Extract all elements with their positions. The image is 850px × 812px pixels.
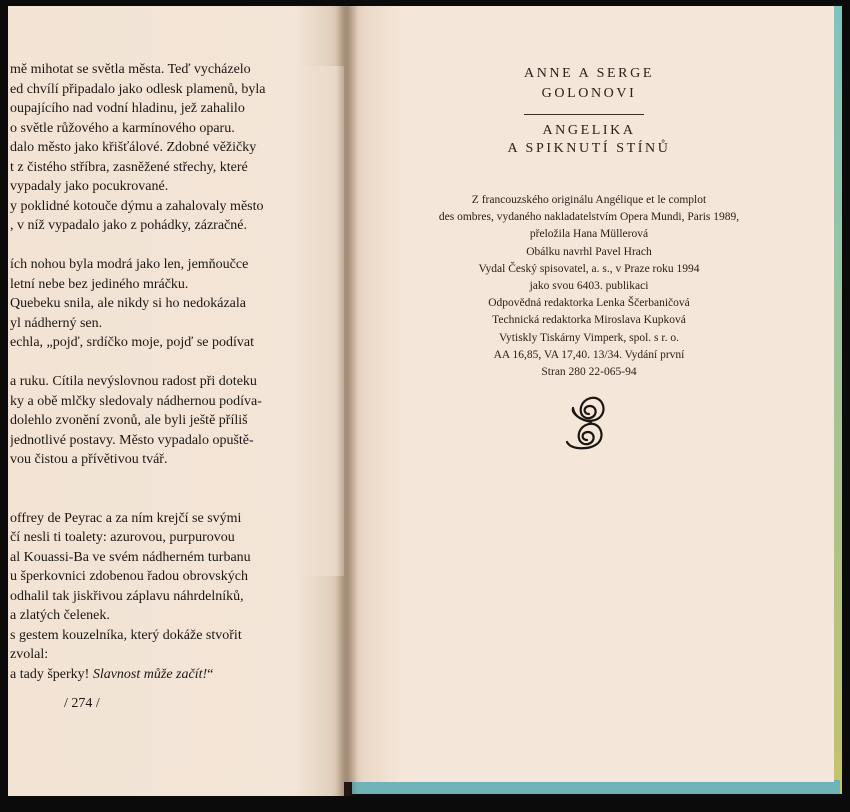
credit-line: Stran 280 22-065-94 — [541, 366, 637, 379]
text-line — [10, 489, 340, 509]
text-line: ky a obě mlčky sledovaly nádhernou podíva- — [10, 393, 262, 409]
text-line: čí nesli ti toalety: azurovou, purpurovou — [10, 530, 235, 545]
left-page-text — [10, 60, 340, 684]
book-gutter — [336, 6, 358, 796]
publisher-spiral-logo-icon — [561, 384, 615, 458]
text-italic: Slavnost může začít! — [92, 666, 208, 682]
credit-line: Odpovědná redaktorka Lenka Ščerbaničová — [488, 297, 690, 310]
book-title — [344, 122, 834, 158]
credit-line: Vytiskly Tiskárny Vimperk, spol. s r. o. — [499, 331, 679, 344]
text-line: yl nádherný sen. — [10, 315, 103, 331]
text-line: vou čistou a přívětivou tvář. — [10, 452, 168, 467]
publication-credits — [344, 192, 834, 381]
text-line: o světle růžového a karmínového oparu. — [10, 120, 235, 136]
text-line: mě mihotat se světla města. Teď vycházelo — [10, 62, 251, 77]
title-line-1: ANGELIKA — [542, 123, 636, 138]
text-line: letní nebe bez jediného mráčku. — [10, 276, 189, 292]
closing-quote: “ — [207, 666, 214, 682]
text-line: dalo město jako křišťálové. Zdobné věžičky — [10, 140, 257, 155]
text-plain: a tady šperky! — [10, 666, 93, 682]
text-line: a ruku. Cítila nevýslovnou radost při doteku — [10, 374, 257, 389]
text-line: al Kouassi-Ba ve svém nádherném turbanu — [10, 549, 251, 565]
text-line: y poklidné kotouče dýmu a zahalovaly město — [10, 198, 264, 214]
right-page — [344, 6, 834, 782]
title-divider — [524, 114, 644, 115]
credit-line: AA 16,85, VA 17,40. 13/34. Vydání první — [493, 348, 685, 361]
book-cover-edge-bottom — [352, 780, 840, 794]
text-line: ích nohou byla modrá jako len, jemňoučce — [10, 257, 249, 272]
text-line: t z čistého stříbra, zasněžené střechy, které — [10, 159, 248, 175]
credit-line: přeložila Hana Müllerová — [529, 228, 649, 241]
text-line: ed chvílí připadalo jako odlesk plamenů, byla — [10, 81, 266, 97]
credit-line: des ombres, vydaného nakladatelstvím Opera Mundi, Paris 1989, — [438, 211, 740, 224]
credit-line: Obálku navrhl Pavel Hrach — [526, 245, 652, 258]
author-line-1: ANNE A SERGE — [524, 66, 654, 81]
text-line: Quebeku snila, ale nikdy si ho nedokázala — [10, 296, 246, 311]
page-number: / 274 / — [64, 696, 100, 711]
text-line: oupajícího nad vodní hladinu, jež zahalilo — [10, 101, 245, 116]
text-line: , v níž vypadalo jako z pohádky, zázračné. — [10, 218, 247, 233]
text-line — [10, 236, 340, 256]
credit-line: jako svou 6403. publikaci — [529, 280, 649, 293]
authors — [344, 64, 834, 104]
text-line-last — [10, 665, 340, 685]
text-line: a zlatých čelenek. — [10, 608, 110, 623]
left-page — [8, 6, 344, 796]
text-line — [10, 353, 340, 373]
text-line: jednotlivé postavy. Město vypadalo opuště- — [10, 432, 254, 448]
credit-line: Vydal Český spisovatel, a. s., v Praze roku 1994 — [478, 262, 700, 275]
text-line: offrey de Peyrac a za ním krejčí se svými — [10, 510, 242, 526]
text-line: s gestem kouzelníka, který dokáže stvořit — [10, 627, 242, 643]
text-line: vypadaly jako pocukrované. — [10, 179, 169, 194]
text-line: u šperkovnici zdobenou řadou obrovských — [10, 569, 248, 584]
credit-line: Z francouzského originálu Angélique et le complot — [471, 194, 707, 206]
author-line-2: GOLONOVI — [541, 86, 637, 101]
text-line: odhalil tak jiskřivou záplavu náhrdelníků, — [10, 588, 244, 604]
title-line-2: A SPIKNUTÍ STÍNŮ — [507, 141, 671, 156]
credit-line: Technická redaktorka Miroslava Kupková — [492, 314, 686, 327]
text-line — [10, 470, 340, 490]
text-line: dolehlo zvonění zvonů, ale byli ještě příliš — [10, 413, 248, 428]
text-line: zvolal: — [10, 647, 49, 662]
text-line: echla, „pojď, srdíčko moje, pojď se podívat — [10, 335, 254, 350]
